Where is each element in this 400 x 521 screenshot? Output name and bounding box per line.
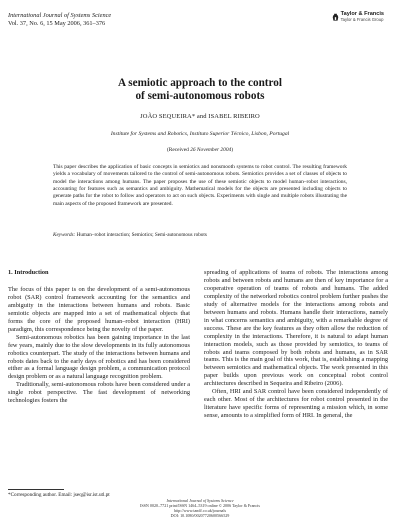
journal-name: International Journal of Systems Science — [8, 12, 112, 19]
paragraph: The focus of this paper is on the development of a semi-autonomous robot (SAR) control framework accounting for the semantics and ambiguity in the interactions between humans and robots. Basic semiotic objects are mapped into a set of mathematical objects that forms the core of the proposed human–robot interaction (HRI) paradigm, this correspondence being the novelty of the paper. — [8, 285, 190, 333]
publisher-logo — [332, 11, 384, 23]
issn-journal: International Journal of Systems Science — [166, 498, 234, 503]
keywords — [53, 232, 347, 238]
paragraph: Often, HRI and SAR control have been considered independently of each other. Most of the architectures for robot control presented in the literature have specific forms of representing a mission which, in some sense, amounts to a simplified form of HRI. In general, the — [204, 388, 388, 420]
footnote-rule — [8, 489, 64, 490]
paragraph: Semi-autonomous robotics has been gaining importance in the last few years, mainly due to the slow developments in its fully autonomous robotics counterpart. The study of the interactions between humans and robots dates back to the early days of robotics and has been considered either as a formal language design problem, a communication protocol design problem or as a natural language recognition problem. — [8, 333, 190, 381]
right-column — [204, 269, 388, 420]
abstract: This paper describes the application of basic concepts in semiotics and nonsmooth systems to robot control. The resulting framework yields a vocabulary of movements tailored to the control of semi-autonomous robots. Semiotics provides a set of classes of objects to model the interactions among humans. The paper proposes the use of these semiotic objects to model human–robot interactions, accounting for features such as semantics and ambiguity. Mathematical models for the objects are presented including objects to generate paths for the robot to follow and operators to act on such objects. Experiments with single and multiple robots illustrating the main aspects of the proposed framework are presented. — [53, 164, 347, 207]
issn-doi: DOI: 10.1080/00207720600566529 — [170, 513, 230, 518]
issn-numbers: ISSN 0020–7721 print/ISSN 1464–5319 online © 2006 Taylor & Francis — [140, 503, 260, 508]
journal-volume: Vol. 37, No. 6, 15 May 2006, 361–376 — [8, 20, 106, 27]
keywords-list: Human–robot interaction; Semiotics; Semi-autonomous robots — [75, 232, 207, 238]
authors: JOÃO SEQUEIRA* and ISABEL RIBEIRO — [140, 113, 260, 120]
issn-url: http://www.tandf.co.uk/journals — [173, 508, 227, 513]
section-heading: 1. Introduction — [8, 269, 49, 276]
received-date: (Received 26 November 2004) — [166, 147, 234, 153]
title-line-1: A semiotic approach to the control — [118, 77, 282, 89]
article-title — [0, 77, 400, 103]
affiliation: Institute for Systems and Robotics, Instituto Superior Técnico, Lisbon, Portugal — [110, 131, 290, 137]
keywords-label: Keywords: — [53, 232, 76, 238]
publisher-name: Taylor & Francis — [340, 11, 384, 17]
paragraph: Traditionally, semi-autonomous robots have been considered under a single robot perspective. The fast development of networking technologies fosters the — [8, 381, 190, 405]
publisher-group: Taylor & Francis Group — [340, 17, 384, 22]
footnote: *Corresponding author. Email: jseq@isr.ist.utl.pt — [8, 492, 110, 498]
taylor-francis-urn-icon — [332, 13, 339, 22]
publication-info — [0, 498, 400, 518]
journal-header — [8, 12, 111, 28]
title-line-2: of semi-autonomous robots — [135, 90, 265, 102]
left-column — [8, 269, 190, 405]
paragraph: spreading of applications of teams of robots. The interactions among robots and between robots and humans are then of key importance for a cooperative operation of teams of robots and humans. The added complexity of the networked robotics control problem further pushes the study of alternative models for the interactions among robots and between humans and robots. Humans handle their interactions, namely in what concerns semantics and ambiguity, with a remarkable degree of success. These are the key features as they often allow the reduction of complexity in the interactions. Therefore, it is natural to adapt human interaction models, such as those provided by semiotics, to teams of robots and teams composed by both robots and humans, as in SAR teams. This is the main goal of this work, that is, establishing a mapping between semiotics and mathematical objects. The work presented in this paper builds upon previous work on conceptual robot control architectures described in Sequeira and Ribeiro (2006). — [204, 269, 388, 388]
